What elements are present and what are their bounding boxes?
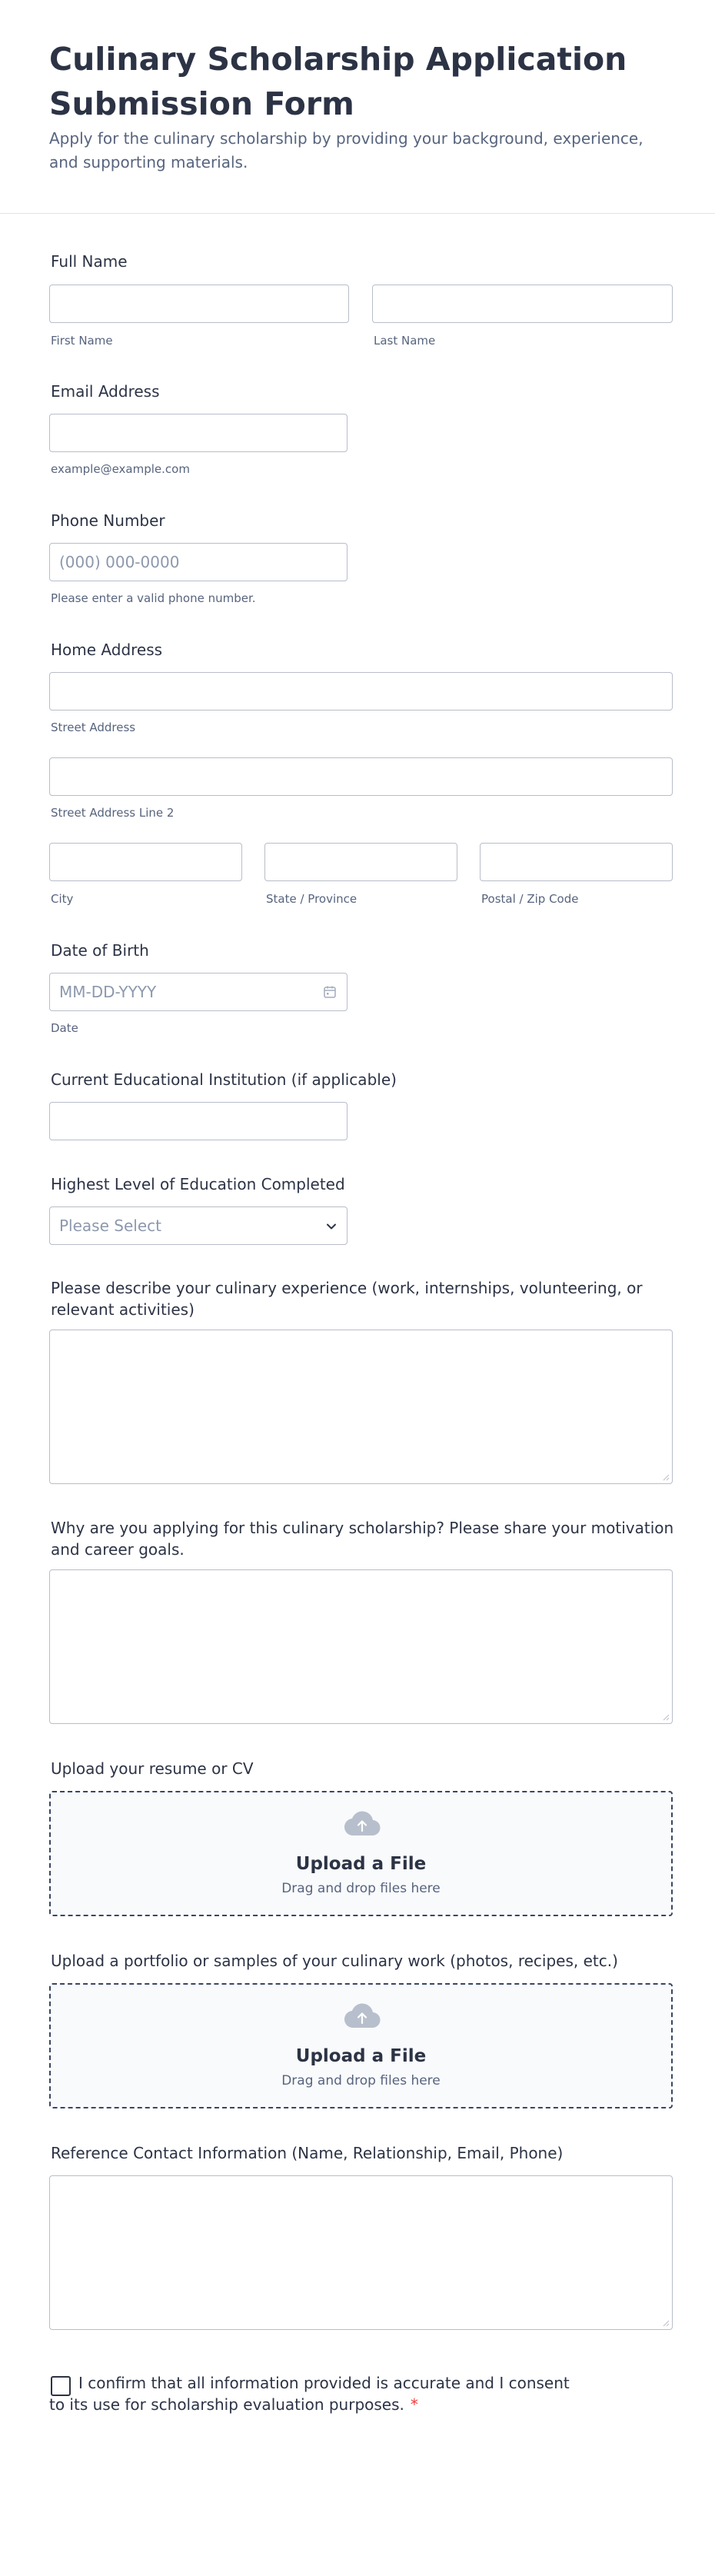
resume-label: Upload your resume or CV	[51, 1759, 254, 1778]
experience-textarea[interactable]	[49, 1330, 673, 1484]
street-address-sublabel: Street Address	[51, 721, 136, 734]
institution-input[interactable]	[49, 1102, 348, 1140]
portfolio-upload-hint: Drag and drop files here	[281, 2073, 441, 2088]
state-input[interactable]	[264, 843, 457, 881]
institution-label: Current Educational Institution (if applicable)	[51, 1070, 397, 1089]
phone-label: Phone Number	[51, 511, 165, 530]
reference-textarea[interactable]	[49, 2175, 673, 2330]
experience-label: Please describe your culinary experience (work, internships, volunteering, or relevant activities)	[51, 1279, 643, 1319]
resize-handle-icon[interactable]	[662, 1713, 670, 1721]
dob-placeholder: MM-DD-YYYY	[59, 983, 157, 1001]
consent-label: I confirm that all information provided is accurate and I consent to its use for scholarship evaluation purposes.	[49, 2374, 570, 2414]
resume-upload-dropzone[interactable]	[49, 1791, 673, 1916]
first-name-input[interactable]	[49, 285, 349, 323]
zip-input[interactable]	[480, 843, 673, 881]
email-sublabel: example@example.com	[51, 462, 190, 476]
page-title: Culinary Scholarship Application Submission Form	[49, 41, 627, 122]
resume-upload-hint: Drag and drop files here	[281, 1881, 441, 1896]
calendar-icon[interactable]	[323, 985, 337, 999]
street-address-line2-input[interactable]	[49, 757, 673, 796]
motivation-label: Why are you applying for this culinary scholarship? Please share your motivation and career goals.	[51, 1519, 674, 1559]
cloud-upload-icon	[344, 2002, 381, 2029]
phone-input[interactable]	[49, 543, 348, 581]
resize-handle-icon[interactable]	[662, 2319, 670, 2327]
chevron-down-icon	[325, 1220, 338, 1233]
last-name-input[interactable]	[372, 285, 673, 323]
page-subtitle: Apply for the culinary scholarship by providing your background, experience, and supporting materials.	[49, 129, 644, 171]
resume-upload-title: Upload a File	[295, 1854, 427, 1874]
city-sublabel: City	[51, 892, 74, 906]
zip-sublabel: Postal / Zip Code	[481, 892, 579, 906]
address-label: Home Address	[51, 641, 163, 659]
last-name-sublabel: Last Name	[374, 334, 436, 348]
resize-handle-icon[interactable]	[662, 1473, 670, 1481]
required-asterisk: *	[410, 2395, 418, 2414]
state-sublabel: State / Province	[266, 892, 358, 906]
education-select[interactable]	[49, 1206, 348, 1245]
dob-label: Date of Birth	[51, 941, 149, 960]
education-select-value: Please Select	[59, 1216, 161, 1235]
email-input[interactable]	[49, 414, 348, 452]
portfolio-upload-title: Upload a File	[295, 2046, 427, 2066]
education-label: Highest Level of Education Completed	[51, 1175, 345, 1193]
email-label: Email Address	[51, 382, 160, 401]
phone-sublabel: Please enter a valid phone number.	[51, 591, 256, 605]
motivation-textarea[interactable]	[49, 1569, 673, 1724]
form-header	[0, 0, 715, 214]
portfolio-upload-dropzone[interactable]	[49, 1983, 673, 2108]
first-name-sublabel: First Name	[51, 334, 113, 348]
dob-sublabel: Date	[51, 1021, 78, 1035]
street-address-input[interactable]	[49, 672, 673, 711]
city-input[interactable]	[49, 843, 242, 881]
street-address-line2-sublabel: Street Address Line 2	[51, 806, 175, 820]
dob-input[interactable]	[49, 973, 348, 1011]
cloud-upload-icon	[344, 1809, 381, 1837]
consent-text	[49, 2372, 587, 2415]
full-name-label: Full Name	[51, 252, 128, 271]
reference-label: Reference Contact Information (Name, Relationship, Email, Phone)	[51, 2144, 564, 2162]
portfolio-label: Upload a portfolio or samples of your culinary work (photos, recipes, etc.)	[51, 1952, 618, 1970]
